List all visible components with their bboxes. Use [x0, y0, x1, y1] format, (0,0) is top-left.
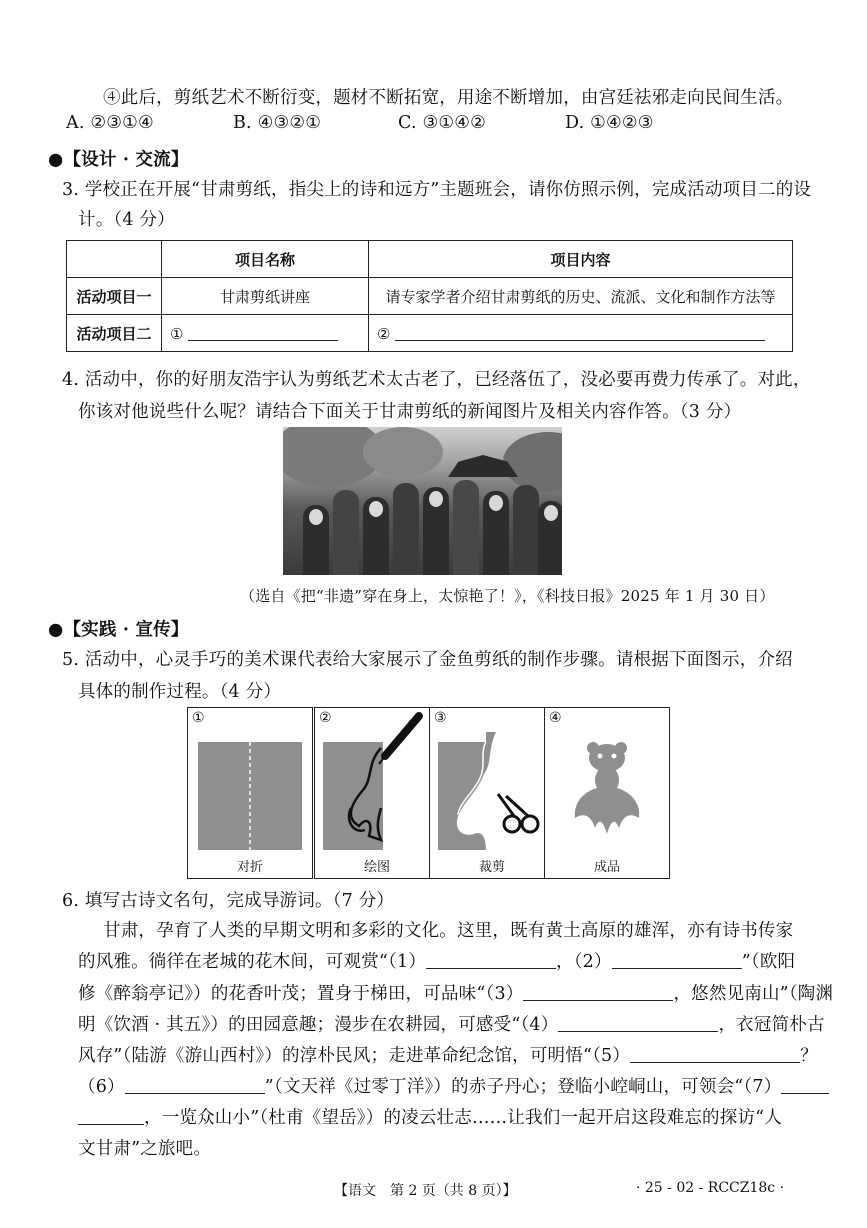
- poem-blank-7[interactable]: [781, 1077, 829, 1094]
- page-footer: 【语文 第 2 页（共 8 页）】: [334, 1183, 517, 1199]
- q6-text: （6）: [78, 1077, 125, 1097]
- poem-blank-1[interactable]: [426, 952, 556, 969]
- step-panel-result: [544, 707, 670, 879]
- table-row: [67, 315, 793, 352]
- photo-person: [333, 490, 359, 575]
- photo-tree: [503, 432, 562, 492]
- row2-label: 活动项目二: [67, 315, 162, 352]
- poem-blank-6[interactable]: [125, 1077, 265, 1094]
- q3-text-line2: 计。（4 分）: [78, 210, 175, 230]
- q4-text-line2: 你该对他说些什么呢？请结合下面关于甘肃剪纸的新闻图片及相关内容作答。（3 分）: [78, 402, 742, 422]
- q2-option-c: C. ③①④②: [398, 113, 487, 133]
- q5-text-line1: 5. 活动中，心灵手巧的美术课代表给大家展示了金鱼剪纸的制作步骤。请根据下面图示，介绍: [62, 650, 793, 670]
- scissors-cutting-icon: [430, 708, 554, 878]
- q6-paragraph-line6: [78, 1073, 829, 1098]
- answer-number-1: ①: [170, 324, 184, 343]
- row1-project-name: 甘肃剪纸讲座: [162, 278, 369, 315]
- q6-paragraph-line8: 文甘肃”之旅吧。: [78, 1139, 212, 1159]
- q6-paragraph-line4: [78, 1011, 825, 1036]
- poem-blank-7-continued[interactable]: [78, 1108, 144, 1125]
- step-panel-draw: [314, 707, 440, 879]
- table-corner-cell: [67, 241, 162, 278]
- q6-title: 6. 填写古诗文名句，完成导游词。（7 分）: [62, 891, 395, 911]
- photo-caption: （选自《把“非遗”穿在身上，太惊艳了！》，《科技日报》2025 年 1 月 30 日）: [240, 587, 775, 605]
- q6-text: 明《饮酒 · 其五》）的田园意趣；漫步在农耕园，可感受“（4）: [78, 1015, 559, 1035]
- q6-paragraph-line3: [78, 980, 833, 1005]
- row2-project-name-cell: [162, 315, 369, 352]
- step-label: 对折: [236, 860, 263, 875]
- q6-paragraph-line7: [78, 1104, 782, 1129]
- q6-text: ？: [800, 1046, 818, 1066]
- step-label: 绘图: [363, 860, 390, 875]
- table-row: [67, 278, 793, 315]
- q2-item-4: ④此后，剪纸艺术不断衍变，题材不断拓宽，用途不断增加，由宫廷祛邪走向民间生活。: [103, 88, 794, 108]
- photo-person: [393, 483, 419, 575]
- q5-text-line2: 具体的制作过程。（4 分）: [78, 682, 282, 702]
- photo-person: [453, 480, 479, 575]
- answer-blank-1[interactable]: [188, 324, 338, 341]
- poem-blank-2[interactable]: [612, 952, 742, 969]
- step-number: ①: [192, 710, 205, 726]
- q6-paragraph-line1: 甘肃，孕育了人类的早期文明和多彩的文化。这里，既有黄土高原的雄浑，亦有诗书传家: [103, 921, 794, 941]
- pencil-drawing-icon: [315, 708, 439, 878]
- photo-face: [429, 491, 443, 507]
- row1-project-content: 请专家学者介绍甘肃剪纸的历史、流派、文化和制作方法等: [369, 278, 793, 315]
- row2-project-content-cell: [369, 315, 793, 352]
- step-number: ④: [549, 710, 562, 726]
- header-project-name: 项目名称: [162, 241, 369, 278]
- section-heading-practice: ●【实践 · 宣传】: [48, 620, 189, 640]
- q6-paragraph-line5: [78, 1042, 818, 1067]
- q6-text: ，一览众山小”（杜甫《望岳》）的凌云壮志……让我们一起开启这段难忘的探访“人: [144, 1108, 782, 1128]
- exam-code: · 25 - 02 - RCCZ18c ·: [636, 1180, 785, 1196]
- header-project-content: 项目内容: [369, 241, 793, 278]
- step-number: ②: [319, 710, 332, 726]
- step-panel-cut: [429, 707, 555, 879]
- photo-person: [513, 485, 539, 575]
- photo-tree: [363, 427, 443, 477]
- goldfish-papercut-icon: [545, 708, 669, 878]
- q4-text-line1: 4. 活动中，你的好朋友浩宇认为剪纸艺术太古老了，已经落伍了，没必要再费力传承了。对此，: [62, 370, 811, 390]
- poem-blank-5[interactable]: [630, 1046, 800, 1063]
- q6-text: 的风雅。徜徉在老城的花木间，可观赏“（1）: [78, 952, 427, 972]
- q6-text: ”（文天祥《过零丁洋》）的赤子丹心；登临小崆峒山，可领会“（7）: [264, 1077, 782, 1097]
- q6-paragraph-line2: [78, 948, 795, 973]
- fold-line-icon: [188, 708, 312, 878]
- photo-face: [309, 509, 323, 525]
- q6-text: ，悠然见南山”（陶渊: [673, 984, 834, 1004]
- q2-option-b: B. ④③②①: [233, 113, 322, 133]
- step-label: 成品: [593, 860, 620, 875]
- activity-table: [66, 240, 793, 352]
- poem-blank-4[interactable]: [558, 1015, 718, 1032]
- step-panel-fold: [187, 707, 313, 879]
- photo-face: [544, 505, 558, 521]
- row1-label: 活动项目一: [67, 278, 162, 315]
- q2-option-d: D. ①④②③: [565, 113, 654, 133]
- table-header-row: [67, 241, 793, 278]
- step-label: 裁剪: [478, 860, 505, 875]
- q2-option-a: A. ②③①④: [66, 113, 154, 133]
- poem-blank-3[interactable]: [523, 984, 673, 1001]
- photo-face: [369, 501, 383, 517]
- q6-text: 修《醉翁亭记》）的花香叶茂；置身于梯田，可品味“（3）: [78, 984, 524, 1004]
- q6-text: ，（2）: [556, 952, 612, 972]
- step-number: ③: [434, 710, 447, 726]
- q6-text: ，衣冠简朴古: [718, 1015, 825, 1035]
- answer-number-2: ②: [377, 324, 391, 343]
- q6-text: 风存”（陆游《游山西村》）的淳朴民风；走进革命纪念馆，可明悟“（5）: [78, 1046, 631, 1066]
- photo-face: [489, 495, 503, 511]
- news-photo: [283, 427, 562, 575]
- section-heading-design: ●【设计 · 交流】: [48, 150, 189, 170]
- q6-text: ”（欧阳: [741, 952, 796, 972]
- q3-text-line1: 3. 学校正在开展“甘肃剪纸，指尖上的诗和远方”主题班会，请你仿照示例，完成活动项目二的设: [62, 180, 812, 200]
- answer-blank-2[interactable]: [395, 324, 765, 341]
